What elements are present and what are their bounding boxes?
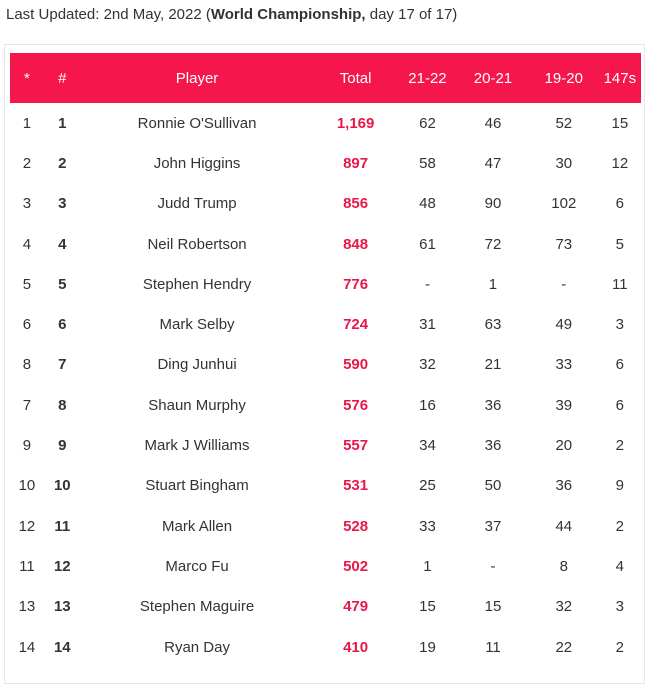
table-row — [10, 466, 641, 506]
season-19-20-cell: 102 — [551, 195, 577, 213]
maximum-breaks-cell: 5 — [615, 235, 624, 253]
total-cell: 776 — [343, 275, 369, 293]
total-cell: 557 — [343, 437, 369, 455]
season-20-21-cell: 90 — [484, 195, 502, 213]
season-19-20-cell: 8 — [559, 557, 568, 575]
previous-rank-cell: 14 — [18, 638, 36, 656]
season-20-21-cell: 63 — [484, 316, 502, 334]
rank-cell: 6 — [58, 316, 67, 334]
season-20-21-cell: 21 — [484, 356, 502, 374]
previous-rank-cell: 13 — [18, 598, 36, 616]
rank-cell: 8 — [58, 396, 67, 414]
player-name-cell: Stephen Hendry — [142, 275, 252, 293]
season-19-20-cell: 39 — [555, 396, 573, 414]
table-row — [10, 143, 641, 183]
table-row — [10, 345, 641, 385]
maximum-breaks-cell: 2 — [615, 638, 624, 656]
player-name-cell: Mark Selby — [159, 316, 235, 334]
season-21-22-cell: 61 — [419, 235, 436, 253]
updated-prefix: Last Updated: 2nd May, 2022 ( — [6, 6, 211, 23]
season-21-22-cell: 1 — [423, 557, 432, 575]
season-19-20-cell: 73 — [555, 235, 573, 253]
table-row — [10, 627, 641, 667]
total-cell: 1,169 — [336, 114, 375, 132]
previous-rank-cell: 9 — [22, 437, 32, 455]
season-19-20-cell: 52 — [555, 114, 573, 132]
season-20-21-cell: 46 — [484, 114, 502, 132]
total-cell: 479 — [343, 598, 369, 616]
table-row — [10, 184, 641, 224]
column-header-20-21[interactable]: 20-21 — [473, 69, 513, 87]
previous-rank-cell: 11 — [19, 557, 35, 575]
season-21-22-cell: 34 — [419, 437, 436, 455]
table-row — [10, 264, 641, 304]
column-header-player[interactable]: Player — [175, 69, 219, 87]
previous-rank-cell: 1 — [22, 114, 32, 132]
season-19-20-cell: 33 — [555, 356, 573, 374]
previous-rank-cell: 3 — [22, 195, 32, 213]
player-name-cell: Ryan Day — [164, 638, 230, 656]
table-header-row — [10, 53, 641, 103]
maximum-breaks-cell: 3 — [615, 598, 624, 616]
maximum-breaks-cell: 12 — [611, 154, 629, 172]
total-cell: 502 — [343, 557, 369, 575]
maximum-breaks-cell: 4 — [615, 557, 624, 575]
previous-rank-cell: 8 — [22, 356, 32, 374]
season-20-21-cell: 36 — [484, 437, 502, 455]
maximum-breaks-cell: 2 — [615, 517, 624, 535]
total-cell: 531 — [343, 477, 369, 495]
player-name-cell: Stephen Maguire — [139, 598, 255, 616]
rank-cell: 3 — [58, 195, 67, 213]
season-21-22-cell: 58 — [419, 154, 436, 172]
season-19-20-cell: 20 — [555, 437, 573, 455]
player-name-cell: Stuart Bingham — [145, 477, 249, 495]
rank-cell: 10 — [53, 477, 71, 495]
season-21-22-cell: - — [424, 275, 430, 293]
season-19-20-cell: 36 — [555, 477, 573, 495]
maximum-breaks-cell: 15 — [611, 114, 629, 132]
player-name-cell: Ronnie O'Sullivan — [137, 114, 257, 132]
season-19-20-cell: - — [561, 275, 567, 293]
season-19-20-cell: 44 — [555, 517, 573, 535]
rank-cell: 9 — [58, 437, 67, 455]
total-cell: 856 — [343, 195, 369, 213]
column-header-19-20[interactable]: 19-20 — [544, 69, 583, 87]
total-cell: 576 — [343, 396, 369, 414]
maximum-breaks-cell: 6 — [615, 356, 624, 374]
updated-suffix: day 17 of 17) — [365, 6, 458, 23]
table-body — [10, 103, 641, 667]
previous-rank-cell: 2 — [22, 154, 32, 172]
previous-rank-cell: 12 — [18, 517, 36, 535]
rank-cell: 4 — [58, 235, 67, 253]
previous-rank-cell: 5 — [22, 275, 32, 293]
rank-cell: 13 — [53, 598, 71, 616]
table-row — [10, 385, 641, 425]
event-name: World Championship, — [210, 6, 366, 23]
maximum-breaks-cell: 6 — [615, 195, 624, 213]
season-21-22-cell: 15 — [419, 598, 436, 616]
column-header-previous-rank[interactable]: * — [23, 69, 30, 87]
season-21-22-cell: 25 — [419, 477, 436, 495]
maximum-breaks-cell: 2 — [615, 437, 624, 455]
season-20-21-cell: 1 — [488, 275, 498, 293]
previous-rank-cell: 6 — [22, 316, 32, 334]
season-20-21-cell: 47 — [484, 154, 502, 172]
rank-cell: 7 — [58, 356, 67, 374]
total-cell: 410 — [343, 638, 369, 656]
player-name-cell: Mark Allen — [162, 517, 233, 535]
rank-cell: 1 — [58, 114, 67, 132]
table-row — [10, 224, 641, 264]
season-21-22-cell: 31 — [419, 316, 436, 334]
rankings-table-container — [4, 44, 645, 684]
table-row — [10, 425, 641, 465]
century-rankings-table — [10, 53, 641, 667]
season-19-20-cell: 30 — [555, 154, 573, 172]
season-19-20-cell: 49 — [555, 316, 573, 334]
season-20-21-cell: 36 — [484, 396, 502, 414]
table-row — [10, 506, 641, 546]
season-19-20-cell: 32 — [555, 598, 573, 616]
rank-cell: 14 — [53, 638, 71, 656]
table-row — [10, 587, 641, 627]
table-row — [10, 304, 641, 344]
table-row — [10, 103, 641, 143]
player-name-cell: Shaun Murphy — [148, 396, 246, 414]
rank-cell: 11 — [54, 517, 71, 535]
season-20-21-cell: 11 — [485, 638, 501, 656]
season-21-22-cell: 16 — [419, 396, 436, 414]
maximum-breaks-cell: 11 — [612, 275, 628, 293]
season-20-21-cell: 37 — [484, 517, 502, 535]
maximum-breaks-cell: 3 — [615, 316, 624, 334]
season-20-21-cell: 50 — [484, 477, 502, 495]
player-name-cell: Marco Fu — [165, 557, 229, 575]
table-row — [10, 546, 641, 586]
maximum-breaks-cell: 9 — [615, 477, 624, 495]
last-updated-line — [6, 6, 457, 23]
column-header-21-22[interactable]: 21-22 — [408, 69, 447, 87]
total-cell: 724 — [343, 316, 369, 334]
previous-rank-cell: 7 — [22, 396, 32, 414]
season-21-22-cell: 62 — [419, 114, 436, 132]
rank-cell: 12 — [53, 557, 71, 575]
season-20-21-cell: 15 — [484, 598, 502, 616]
previous-rank-cell: 4 — [22, 235, 32, 253]
player-name-cell: Mark J Williams — [144, 437, 250, 455]
player-name-cell: John Higgins — [153, 154, 241, 172]
previous-rank-cell: 10 — [18, 477, 36, 495]
column-header-147s[interactable]: 147s — [603, 69, 637, 87]
total-cell: 848 — [343, 235, 369, 253]
total-cell: 590 — [343, 356, 369, 374]
season-20-21-cell: - — [490, 557, 496, 575]
total-cell: 528 — [343, 517, 369, 535]
rank-cell: 5 — [58, 275, 67, 293]
player-name-cell: Neil Robertson — [147, 235, 247, 253]
column-header-rank[interactable]: # — [58, 69, 67, 87]
player-name-cell: Ding Junhui — [157, 356, 237, 374]
maximum-breaks-cell: 6 — [615, 396, 624, 414]
season-19-20-cell: 22 — [555, 638, 573, 656]
column-header-total[interactable]: Total — [339, 69, 372, 87]
player-name-cell: Judd Trump — [157, 195, 237, 213]
rank-cell: 2 — [58, 154, 67, 172]
season-21-22-cell: 19 — [419, 638, 436, 656]
season-21-22-cell: 48 — [419, 195, 436, 213]
season-20-21-cell: 72 — [484, 235, 502, 253]
season-21-22-cell: 33 — [419, 517, 436, 535]
total-cell: 897 — [343, 154, 369, 172]
season-21-22-cell: 32 — [419, 356, 436, 374]
